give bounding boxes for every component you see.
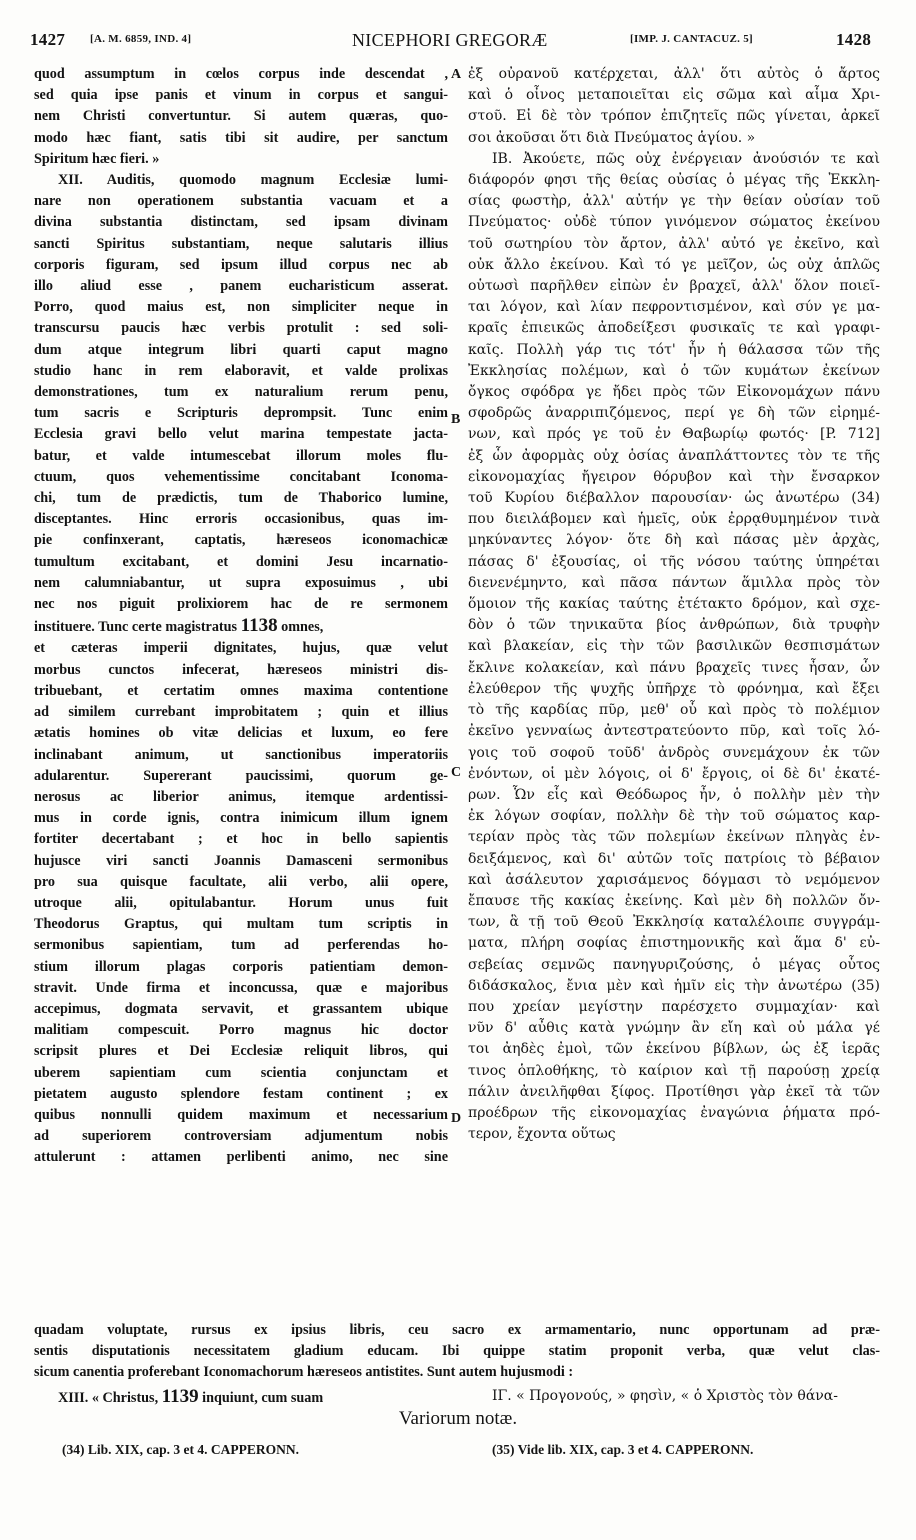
text-line: utroque alii, opitulabantur. Horum unus fuit bbox=[34, 894, 448, 911]
text-segment: omnes, bbox=[277, 619, 324, 636]
column-number-1138: 1138 bbox=[240, 615, 278, 637]
text-line: transcursu paucis hæc verbis protulit : sed soli- bbox=[34, 320, 448, 337]
latin-column bbox=[34, 64, 448, 1169]
text-line: δειξάμενος, καὶ δι' αὐτῶν τοῖς πατρίοις τὸ βέβαιον bbox=[468, 850, 880, 867]
text-line: pie confinxerant, captatis, hæreseos iconomachicæ bbox=[34, 532, 448, 549]
text-line: καὶ ἀσάλευτον χαρισάμενος δόγμασι τὸ νεμόμενον bbox=[468, 871, 880, 888]
text-line: τοι ἀηδὲς ἐμοὶ, τῶν ἐκείνου βίβλων, ὡς ἐξ ἱερᾶς bbox=[468, 1041, 880, 1058]
text-line: τοῦ σωτηρίου τὸν ἄρτον, ἀλλ' αὐτό γε ἐκεῖνο, καὶ bbox=[468, 235, 880, 252]
text-line: ματα, πλήρη σοφίας ἐπιστημονικῆς καὶ ἅμα δ' εὐ- bbox=[468, 935, 880, 952]
text-line: τοῦ Κυρίου διέβαλλον παρουσίαν· ὡς ἀνωτέρω (34) bbox=[468, 490, 880, 507]
text-line: XII. Auditis, quomodo magnum Ecclesiæ lumi- bbox=[58, 172, 448, 189]
text-line: ὄγκος σφόδρα γε ἤδει πρὸς τῶν Εἰκονομάχων πάνυ bbox=[468, 384, 880, 401]
text-line: Theodorus Graptus, qui multam tum scriptis in bbox=[34, 916, 448, 933]
text-line: nem calumniabantur, ut supra exposuimus , ubi bbox=[34, 574, 448, 591]
text-line: πάσας δ' ἐξουσίας, οἱ τῆς νόσου ταύτης ὑπηρέται bbox=[468, 553, 880, 570]
text-line bbox=[34, 615, 448, 638]
page-number-right: 1428 bbox=[836, 30, 872, 49]
text-line: ctuum, quos vehementissime concitabant Iconoma- bbox=[34, 468, 448, 485]
text-line: καὶ ὁ οἶνος μεταποιεῖται εἰς σῶμα καὶ αἷμα Χρι- bbox=[468, 87, 880, 104]
text-line: pro sua quisque facultate, alii verbo, alii opere, bbox=[34, 873, 448, 890]
text-line: malitiam compescuit. Porro magnus hic doctor bbox=[34, 1022, 448, 1039]
text-line: μηκύναντες λόγον· ὅτε δὴ καὶ πάσας μὲν ἀρχὰς, bbox=[468, 532, 880, 549]
text-line: οὑτωσὶ παρῆλθεν εἰπὼν ἐν βραχεῖ, ἀλλ' ὅλον ποιεῖ- bbox=[468, 278, 880, 295]
text-line: προέδρων τῆς εἰκονομαχίας ἐναγώνια ῥήματα πρό- bbox=[468, 1104, 880, 1121]
section-xiii-latin-end: inquiunt, cum suam bbox=[202, 1390, 324, 1406]
text-line: batur, et valde intumescebat illorum moles flu- bbox=[34, 447, 448, 464]
text-line: τὸ τῆς καρδίας πῦρ, μεθ' οὗ καὶ πρὸς τὸ πολέμιον bbox=[468, 702, 880, 719]
text-segment: instituere. Tunc certe magistratus bbox=[34, 619, 238, 636]
text-line: ἐξ ὧν ἀφορμὰς οὐχ ὁσίας ἀναπλάττοντες τὸν τε τῆς bbox=[468, 447, 880, 464]
text-line: quod assumptum in cœlos corpus inde descendat , bbox=[34, 66, 448, 82]
text-line: disceptantes. Hinc erroris occasionibus, quas im- bbox=[34, 511, 448, 528]
text-line: hujusce viri sancti Joannis Damasceni sermonibus bbox=[34, 852, 448, 869]
margin-letter-a: A bbox=[451, 67, 462, 82]
header-title: NICEPHORI GREGORÆ bbox=[352, 30, 548, 50]
text-line: οὐκ ἄλλο ἐκείνου. Καὶ τό γε μεῖζον, ὡς οὐχ ἁπλῶς bbox=[468, 256, 880, 273]
margin-letter-d: D bbox=[451, 1111, 462, 1126]
text-line: ἐλεύθερον τῆς ψυχῆς ὑπῆρχε τὸ φρόνημα, καὶ ἔξει bbox=[468, 680, 880, 697]
text-line: ρων. Ὧν εἷς καὶ Θεόδωρος ἦν, ὁ πολλὴν μὲν τὴν bbox=[468, 786, 880, 803]
text-line: quibus nonnulli quidem maximum et necessarium bbox=[34, 1106, 448, 1123]
text-line: demonstrationes, tum ex naturalium rerum penu, bbox=[34, 384, 448, 401]
text-line: quadam voluptate, rursus ex ipsius libris, ceu sacro ex armamentario, nunc opportunam ad præ- bbox=[34, 1322, 880, 1338]
text-line: ætatis homines ob vitæ delicias et luxum, eo fere bbox=[34, 725, 448, 742]
text-line: διενενέμηντο, καὶ πᾶσα πάντων ἅμιλλα πρὸς τὸν bbox=[468, 574, 880, 591]
text-line: chi, tum de prædictis, tum de Thaborico lumine, bbox=[34, 490, 448, 507]
text-line: Ecclesia gravi bello velut marina tempestate jacta- bbox=[34, 426, 448, 443]
text-line: ται λόγον, καὶ λίαν πεφροντισμένον, καὶ σύν γε μα- bbox=[468, 299, 880, 316]
text-line: Πνεύματος· οὐδὲ τύπον γινόμενον σώματος ἐκείνου bbox=[468, 214, 880, 231]
text-line: καῖς. Πολλὴ γάρ τις τότ' ἦν ἡ θάλασσα τῶν τῆς bbox=[468, 341, 880, 358]
text-line: sicum canentia proferebant Iconomachorum hæreseos antistites. Sunt autem hujusmodi : bbox=[34, 1364, 574, 1381]
text-line: σφοδρῶς ἀναρριπιζόμενος, περί γε δὴ τῶν εἰρημέ- bbox=[468, 405, 880, 422]
header-reference-left: [A. M. 6859, IND. 4] bbox=[90, 33, 192, 45]
text-line: accepimus, dogmata servavit, et grassantem ubique bbox=[34, 1000, 448, 1017]
text-line: Ἐκκλησίας πολέμων, καὶ ὁ τῶν κυμάτων ἐκείνων bbox=[468, 362, 880, 379]
text-line: γοις τοῦ σοφοῦ τοῦδ' ἀνδρὸς συνεμάχουν ἐκ τῶν bbox=[468, 744, 880, 761]
text-line: illo aliud esse , panem eucharisticum asserat. bbox=[34, 278, 448, 295]
text-line: τερίαν πρὸς τὰς τῶν πολεμίων ἐκείνων πληγὰς ἐν- bbox=[468, 829, 880, 846]
text-line: scripsit plures et Dei Ecclesiæ reliquit libros, qui bbox=[34, 1043, 448, 1060]
text-line: ἔπαυσε τῆς κακίας ἐκείνης. Καὶ μὲν δὴ πολλῶν ὄν- bbox=[468, 892, 880, 909]
text-line: ad similem currebant improbitatem ; quin et illius bbox=[34, 704, 448, 721]
page-number-left: 1427 bbox=[30, 30, 66, 49]
text-line: τινος ὁπλοθήκης, τὸ καίριον καὶ τῇ παρούσῃ χρείᾳ bbox=[468, 1062, 880, 1079]
text-line: tum sacris e Scripturis deprompsit. Tunc enim bbox=[34, 405, 448, 422]
text-line: adularentur. Supererant paucissimi, quorum ge- bbox=[34, 767, 448, 784]
text-line: corporis figuram, sed ipsum illud corpus nec ab bbox=[34, 256, 448, 273]
text-line: sentis disputationis necessitatem gladium educam. Ibi quippe statim proponit verba, quæ velut clas- bbox=[34, 1343, 880, 1360]
text-line: νων, καὶ πρός γε τοῦ ἐν Θαβωρίῳ φωτός· [P. 712] bbox=[468, 426, 880, 443]
text-line: ΙΓ. « Προγονούς, » φησὶν, « ὁ Χριστὸς τὸν θάνα- bbox=[492, 1388, 838, 1404]
text-line: στοῦ. Εἰ δὲ τὸν τρόπον ἐπιζητεῖς πῶς γίνεται, ἀρκεῖ bbox=[468, 108, 880, 125]
text-line: που χρείαν μεγίστην παρέσχετο συμμαχίαν· καὶ bbox=[468, 998, 880, 1015]
footnote-35: (35) Vide lib. XIX, cap. 3 et 4. CAPPERONN. bbox=[492, 1442, 754, 1457]
text-line: ὅμοιον τῆς κακίας ταύτης ἐτέτακτο δρόμον, καὶ σχε- bbox=[468, 596, 880, 613]
text-line: Porro, quod maius est, non simpliciter neque in bbox=[34, 299, 448, 316]
text-line: σοι ἀκοῦσαι ὅτι διὰ Πνεύματος ἁγίου. » bbox=[468, 129, 756, 146]
text-line: ἐκεῖνο γενναίως ἀντεστρατεύοντο πῦρ, καὶ τοῖς λό- bbox=[468, 723, 880, 740]
text-line: tribuebant, et certatim omnes maxima contentione bbox=[34, 682, 448, 699]
text-line: nec nos piguit prolixiorem hac de re sermonem bbox=[34, 596, 448, 613]
text-line: stium illorum plagas corporis patientiam demon- bbox=[34, 958, 448, 975]
column-number-1139: 1139 bbox=[161, 1386, 199, 1407]
text-line: ἔκλινε κολακείαν, καὶ πάνυ βραχεῖς τινες ἦσαν, ὧν bbox=[468, 659, 880, 676]
text-line: των, ἃ τῇ τοῦ Θεοῦ Ἐκκλησίᾳ καταλέλοιπε συγγράμ- bbox=[468, 914, 880, 931]
text-line: divina substantia distinctam, sed ipsam divinam bbox=[34, 214, 448, 231]
text-line: inclinabant animum, ut sanctionibus imperatoriis bbox=[34, 746, 448, 763]
full-width-paragraph bbox=[34, 1320, 880, 1384]
running-header bbox=[30, 30, 878, 58]
text-line: sancti Spiritus substantiam, neque salutaris illius bbox=[34, 235, 448, 252]
text-line: fortiter decertabant ; et hoc in bello sapientis bbox=[34, 831, 448, 848]
text-line: nare non operationem substantia vacuam et a bbox=[34, 193, 448, 210]
text-line: διάφορόν φησι τῆς θείας οὐσίας ὁ μέγας τῆς Ἐκκλη- bbox=[468, 172, 880, 189]
text-line: κραῖς ἐπιεικῶς ἀποδείξεσι φυσικαῖς τε καὶ γραφι- bbox=[468, 320, 880, 337]
text-line: tumultum excitabant, et domini Jesu incarnatio- bbox=[34, 553, 448, 570]
text-line: ad superiorem controversiam adjumentum nobis bbox=[34, 1128, 448, 1145]
text-line: mus in corde ignis, contra inimicum illum ignem bbox=[34, 810, 448, 827]
text-line: et cæteras imperii dignitates, hujus, quæ velut bbox=[34, 640, 448, 657]
text-line: πάλιν ἀνειλῆφθαι ξίφος. Προτίθησι γὰρ ἐκεῖ τὰ τῶν bbox=[468, 1083, 880, 1100]
greek-column bbox=[468, 64, 880, 1145]
text-line: ἐξ οὐρανοῦ κατέρχεται, ἀλλ' ὅτι αὐτὸς ὁ ἄρτος bbox=[468, 66, 880, 82]
text-line: εἰκονομαχίας ἤγειρον θόρυβον καὶ τὴν ἔνσαρκον bbox=[468, 468, 880, 485]
section-xiii-latin-start: XIII. « Christus, bbox=[58, 1390, 159, 1406]
text-line: δὸν ὁ τῶν τηνικαῦτα βίος ἀνθρώπων, διὰ τρυφὴν bbox=[468, 617, 880, 634]
text-line: nerosus ac liberior animus, itemque ardentissi- bbox=[34, 788, 448, 805]
text-line: διδάσκαλος, ἔνια μὲν καὶ ἡμῖν εἰς τὴν ἀνωτέρω (35) bbox=[468, 977, 880, 994]
text-line: ἐνόντων, οἱ μὲν λόγοις, οἱ δ' ἔργοις, οἱ δὲ δι' ἑκατέ- bbox=[468, 765, 880, 782]
section-xiii-greek bbox=[468, 1386, 880, 1407]
header-reference-right: [IMP. J. CANTACUZ. 5] bbox=[630, 33, 754, 45]
text-line: σίας φωστὴρ, ἀλλ' αὐτήν γε τὴν θείαν οὐσίαν τοῦ bbox=[468, 193, 880, 210]
text-line: νῦν δ' αὖθις κατὰ γνώμην ἂν εἴη καὶ οὐ μάλα γέ bbox=[468, 1020, 880, 1037]
text-line: dum atque integrum libri quarti caput magno bbox=[34, 341, 448, 358]
margin-letter-b: B bbox=[451, 412, 461, 427]
text-line: που διειλάβομεν καὶ ἡμεῖς, οὐκ ἐρρᾳθυμημένον τινὰ bbox=[468, 511, 880, 528]
text-line: modo hæc fiant, satis tibi sit audire, per sanctum bbox=[34, 129, 448, 146]
text-line: sermonibus sapientiam, tum ad perferendas ho- bbox=[34, 937, 448, 954]
text-line: τερον, ἔχοντα οὕτως bbox=[468, 1126, 616, 1143]
text-line: morbus cunctos infecerat, hæreseos ministri dis- bbox=[34, 661, 448, 678]
text-line: ΙΒ. Ἀκούετε, πῶς οὐχ ἐνέργειαν ἀνούσιόν τε καὶ bbox=[492, 150, 880, 167]
notes-title: Variorum notæ. bbox=[398, 1408, 518, 1429]
text-line: Spiritum hæc fieri. » bbox=[34, 150, 160, 167]
text-line: stravit. Unde firma et inconcussa, quæ e majoribus bbox=[34, 979, 448, 996]
text-line: uberem sapientiam cum scientia conjunctam et bbox=[34, 1064, 448, 1081]
text-line: nem Christi convertuntur. Si autem quæras, quo- bbox=[34, 108, 448, 125]
text-line: pietatem augusto splendore festam continent ; ex bbox=[34, 1085, 448, 1102]
footnote-34: (34) Lib. XIX, cap. 3 et 4. CAPPERONN. bbox=[62, 1442, 299, 1457]
section-xiii-latin bbox=[34, 1386, 448, 1409]
text-line: attulerunt : attamen perlibenti animo, nec sine bbox=[34, 1149, 448, 1166]
margin-letter-c: C bbox=[451, 765, 462, 780]
text-line: ἐκ λόγων σοφίαν, πολλὴν δὲ τὴν τοῦ σώματος καρ- bbox=[468, 808, 880, 825]
text-line: studio hanc in rem elaboravit, et valde prolixas bbox=[34, 362, 448, 379]
text-line: sed quia ipse panis et vinum in corpus et sangui- bbox=[34, 87, 448, 104]
text-line: καὶ βλακείαν, εἰς τὴν τῶν βασιλικῶν θεσπισμάτων bbox=[468, 638, 880, 655]
text-line: σεβείας σεμνῶς πανηγυριζούσης, ὁ μέγας οὗτος bbox=[468, 956, 880, 973]
